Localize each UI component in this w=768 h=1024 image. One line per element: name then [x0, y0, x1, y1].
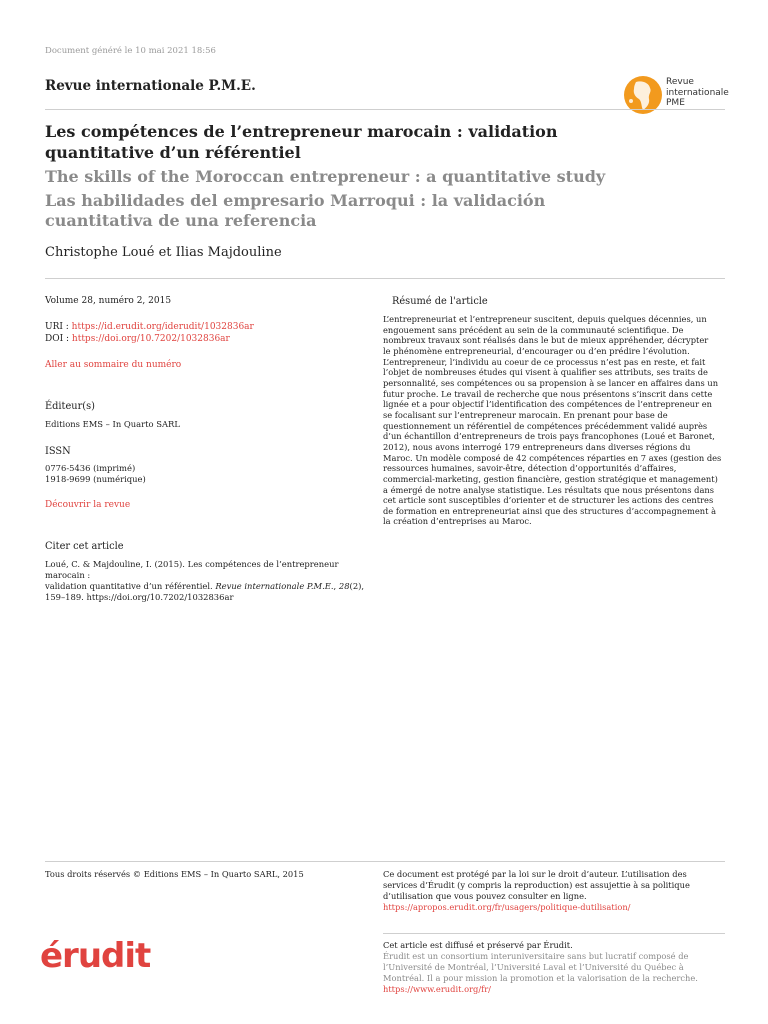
uri-line — [45, 322, 380, 334]
abstract-line: commercial-marketing, gestion financière, gestion stratégique et management) — [383, 473, 718, 484]
abstract-text — [383, 314, 725, 527]
consortium-line: Érudit est un consortium interuniversitaire sans but lucratif composé de — [383, 951, 689, 961]
article-title-en: The skills of the Moroccan entrepreneur : a quantitative study — [45, 167, 606, 186]
uri-label: URI : — [45, 322, 72, 332]
title-line: cuantitativa de una referencia — [45, 211, 317, 230]
copyright-line: services d’Érudit (y compris la reproduction) est assujettie à sa politique — [383, 880, 690, 890]
abstract-line: 2012), nous avons interrogé 179 entrepreneurs dans diverses régions du — [383, 441, 691, 452]
doi-label: DOI : — [45, 334, 72, 344]
abstract-line: engouement sans précédent au sein de la communauté scientifique. De — [383, 324, 684, 335]
article-title-es — [45, 191, 685, 231]
abstract-line: futur proche. Le travail de recherche que nous présentons s’inscrit dans cette — [383, 388, 713, 399]
citation-journal: Revue internationale P.M.E. — [215, 581, 334, 591]
citation-part: validation quantitative d’un référentiel. — [45, 581, 216, 591]
issn-print: 0776-5436 (imprimé) — [45, 463, 136, 473]
publisher-label: Éditeur(s) — [45, 401, 95, 412]
copyright-notice — [383, 869, 728, 913]
discover-journal-link[interactable]: Découvrir la revue — [45, 500, 131, 510]
title-line: quantitative d’un référentiel — [45, 143, 301, 162]
abstract-line: personnalité, ses compétences ou sa propension à se lancer en affaires dans un — [383, 377, 719, 388]
logo-text-line: Revue — [666, 77, 694, 87]
abstract-line: lignée et a pour objectif l’identification des compétences de l’entrepreneur en — [383, 399, 712, 410]
abstract-label: Résumé de l'article — [392, 296, 488, 307]
abstract-line: ressources humaines, savoir-être, détection d’opportunités d’affaires, — [383, 463, 677, 474]
abstract-line: cet article sont susceptibles d’orienter et de structurer les actions des centres — [383, 495, 714, 506]
logo-text-line: PME — [666, 98, 685, 108]
abstract-line: L’entrepreneuriat et l’entrepreneur suscitent, depuis quelques décennies, un — [383, 314, 707, 324]
journal-logo — [622, 74, 732, 118]
issn-label: ISSN — [45, 446, 71, 457]
abstract-line: L’entrepreneur, l’individu au coeur de ce processus n’est pas en reste, et fait — [383, 356, 706, 367]
copyright-line: d’utilisation que vous pouvez consulter en ligne. — [383, 891, 587, 901]
title-line: Las habilidades del empresario Marroqui : la validación — [45, 191, 546, 210]
citation-line: 159–189. https://doi.org/10.7202/1032836ar — [45, 592, 234, 602]
citation-part: , — [333, 581, 339, 591]
abstract-line: nombreux travaux sont réalisés dans le but de mieux appréhender, décrypter — [383, 335, 709, 346]
divider — [45, 861, 725, 862]
generated-date: Document généré le 10 mai 2021 18:56 — [45, 46, 216, 56]
volume-info: Volume 28, numéro 2, 2015 — [45, 296, 172, 306]
copyright-line: Ce document est protégé par la loi sur le droit d’auteur. L’utilisation des — [383, 869, 687, 879]
abstract-line: le phénomène entrepreneurial, d’encourager ou d’en prédire l’évolution. — [383, 345, 690, 356]
uri-link[interactable]: https://id.erudit.org/iderudit/1032836ar — [71, 322, 254, 332]
citation-part: (2), — [349, 581, 365, 591]
citation-line — [45, 581, 380, 592]
abstract-line: Maroc. Un modèle composé de 42 compétences réparties en 7 axes (gestion des — [383, 452, 722, 463]
erudit-logo: érudit — [40, 936, 151, 976]
divider — [383, 933, 725, 934]
erudit-info — [383, 940, 728, 995]
citation-volume: 28 — [338, 581, 350, 591]
authors: Christophe Loué et Ilias Majdouline — [45, 245, 282, 260]
diffuse-line: Cet article est diffusé et préservé par Érudit. — [383, 940, 573, 950]
abstract-line: l’objet de nombreuses études qui visent à qualifier ses attributs, ses traits de — [383, 367, 708, 378]
rights-notice: Tous droits réservés © Editions EMS – In Quarto SARL, 2015 — [45, 869, 304, 879]
erudit-link[interactable]: https://www.erudit.org/fr/ — [383, 984, 491, 994]
publisher-name: Editions EMS – In Quarto SARL — [45, 419, 180, 429]
abstract-line: se focalisant sur l’entrepreneur marocain. En prenant pour base de — [383, 409, 668, 420]
article-title-fr — [45, 121, 645, 163]
divider — [45, 278, 725, 279]
abstract-line: questionnement un référentiel de compétences précédemment validé auprès — [383, 420, 708, 431]
logo-text-line: internationale — [666, 87, 729, 98]
doi-line — [45, 334, 380, 346]
journal-name: Revue internationale P.M.E. — [45, 78, 256, 94]
abstract-line: d’un échantillon d’entrepreneurs de trois pays francophones (Loué et Baronet, — [383, 431, 715, 442]
consortium-line: l’Université de Montréal, l’Université Laval et l’Université du Québec à — [383, 962, 684, 972]
abstract-line: de formation en entrepreneuriat ainsi que des structures d’accompagnement à — [383, 505, 717, 516]
issue-summary-link[interactable]: Aller au sommaire du numéro — [45, 360, 182, 370]
title-line: Les compétences de l’entrepreneur marocain : validation — [45, 122, 558, 141]
issn-digital: 1918-9699 (numérique) — [45, 474, 146, 484]
abstract-line: la création d’entreprises au Maroc. — [383, 516, 532, 527]
cite-label: Citer cet article — [45, 541, 124, 552]
consortium-line: Montréal. Il a pour mission la promotion et la valorisation de la recherche. — [383, 973, 698, 983]
divider — [45, 109, 725, 110]
policy-link[interactable]: https://apropos.erudit.org/fr/usagers/politique-dutilisation/ — [383, 902, 631, 912]
doi-link[interactable]: https://doi.org/10.7202/1032836ar — [71, 334, 230, 344]
citation-line: Loué, C. & Majdouline, I. (2015). Les compétences de l’entrepreneur marocain : — [45, 559, 339, 580]
citation — [45, 559, 380, 603]
abstract-line: a émergé de notre analyse statistique. Les résultats que nous présentons dans — [383, 484, 714, 495]
